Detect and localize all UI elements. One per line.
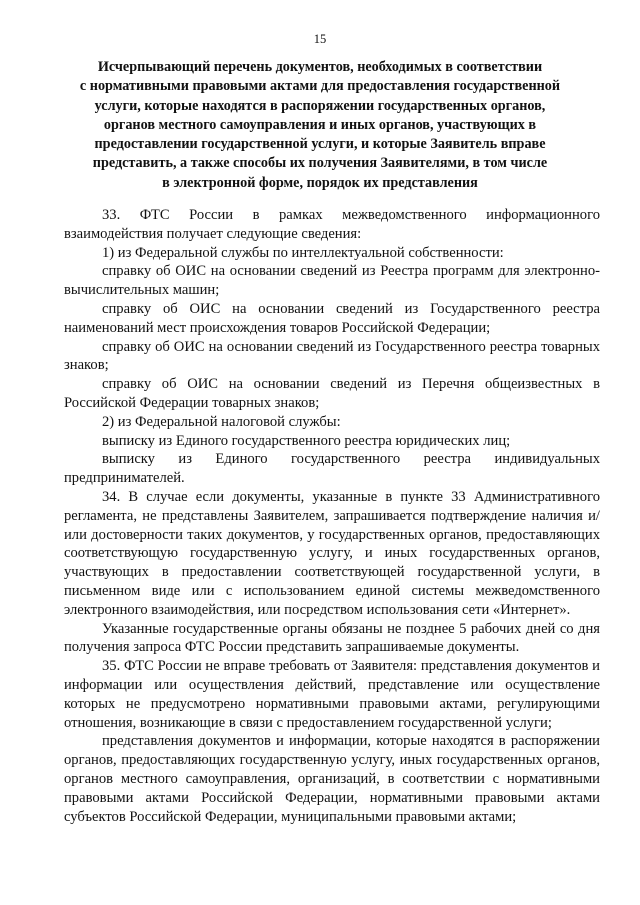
paragraph-source-rospatent: 1) из Федеральной службы по интеллектуальной собственности:	[102, 244, 504, 261]
heading-line: предоставлении государственной услуги, и которые Заявитель вправе	[94, 136, 546, 153]
paragraph-item: представления документов и информации, которые находятся в распоряжении органов, предоставляющих государственную услугу, иных государственных органов, органов местного самоуправления, организаций, в соответствии с нормативными правовыми актами Российской Федерации, нормативными правовыми актами субъектов Российской Федерации, муниципальными правовыми актами;	[64, 733, 600, 825]
heading-line: с нормативными правовыми актами для предоставления государственной	[79, 78, 561, 95]
paragraph-source-tax: 2) из Федеральной налоговой службы:	[102, 413, 341, 430]
paragraph-35: 35. ФТС России не вправе требовать от Заявителя: представления документов и информации или осуществления действий, представление или осуществление которых не предусмотрено нормативными правовыми актами, регулирующими отношения, возникающие в связи с предоставлением государственной услуги;	[64, 658, 600, 731]
heading-line: в электронной форме, порядок их представления	[162, 174, 478, 191]
paragraph-33-intro: 33. ФТС России в рамках межведомственного информационного взаимодействия получает следующие сведения:	[64, 207, 600, 242]
section-heading	[64, 58, 576, 193]
heading-line: представить, а также способы их получения Заявителями, в том числе	[92, 155, 548, 172]
paragraph-item: выписку из Единого государственного реестра юридических лиц;	[102, 432, 511, 449]
heading-line: услуги, которые находятся в распоряжении государственных органов,	[94, 97, 546, 114]
document-body	[64, 206, 600, 826]
paragraph-item: справку об ОИС на основании сведений из Государственного реестра товарных знаков;	[64, 338, 600, 374]
paragraph-obligation: Указанные государственные органы обязаны не позднее 5 рабочих дней со дня получения запроса ФТС России представить запрашиваемые документы.	[64, 620, 600, 656]
paragraph-item: выписку из Единого государственного реестра индивидуальных предпринимателей.	[64, 451, 600, 487]
paragraph-item: справку об ОИС на основании сведений из Государственного реестра наименований мест происхождения товаров Российской Федерации;	[64, 300, 600, 336]
page-number: 15	[313, 32, 327, 46]
heading-line: Исчерпывающий перечень документов, необходимых в соответствии	[97, 59, 543, 75]
heading-line: органов местного самоуправления и иных органов, участвующих в	[103, 116, 537, 133]
paragraph-item: справку об ОИС на основании сведений из Перечня общеизвестных в Российской Федерации товарных знаков;	[64, 376, 600, 411]
paragraph-34: 34. В случае если документы, указанные в пункте 33 Административного регламента, не представлены Заявителем, запрашивается подтверждение наличия и/или достоверности таких документов, у государственных органов, предоставляющих соответствующую государственную услугу, и иных государственных органов, участвующих в предоставлении соответствующей государственной услуги, в письменном виде или с использованием единой системы межведомственного электронного взаимодействия, или посредством использования сети «Интернет».	[64, 488, 600, 618]
paragraph-item: справку об ОИС на основании сведений из Реестра программ для электронно-вычислительных машин;	[64, 263, 600, 299]
